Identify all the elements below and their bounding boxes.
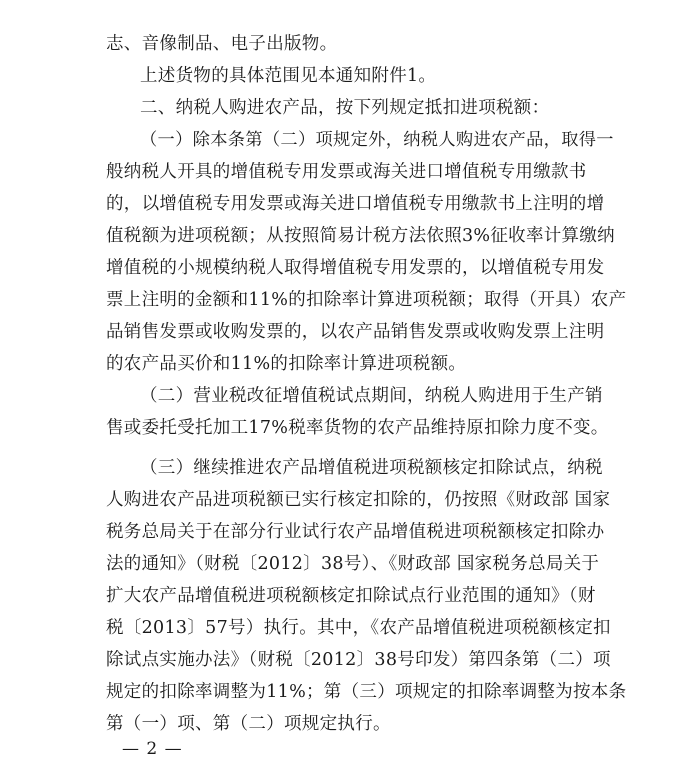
text-line: （二）营业税改征增值税试点期间，纳税人购进用于生产销 <box>140 386 603 406</box>
text-line: 法的通知》（财税〔2012〕38号）、《财政部 国家税务总局关于 <box>106 554 600 574</box>
text-line: 般纳税人开具的增值税专用发票或海关进口增值税专用缴款书 <box>106 162 587 182</box>
text-line: 人购进农产品进项税额已实行核定扣除的，仍按照《财政部 国家 <box>106 490 611 510</box>
text-line: 扩大农产品增值税进项税额核定扣除试点行业范围的通知》（财 <box>106 586 596 606</box>
text-line: 值税额为进项税额；从按照简易计税方法依照3%征收率计算缴纳 <box>106 226 615 246</box>
text-line: 二、纳税人购进农产品，按下列规定抵扣进项税额： <box>140 98 550 118</box>
text-line: 售或委托受托加工17%税率货物的农产品维持原扣除力度不变。 <box>106 418 609 438</box>
text-line: 税〔2013〕57号）执行。其中，《农产品增值税进项税额核定扣 <box>106 618 611 638</box>
text-line: 税务总局关于在部分行业试行农产品增值税进项税额核定扣除办 <box>106 522 605 542</box>
text-line: 第（一）项、第（二）项规定执行。 <box>106 714 391 734</box>
text-line: 上述货物的具体范围见本通知附件1。 <box>140 66 437 86</box>
text-line: 的农产品买价和11%的扣除率计算进项税额。 <box>106 354 467 374</box>
text-line: 的，以增值税专用发票或海关进口增值税专用缴款书上注明的增 <box>106 194 605 214</box>
text-line: （三）继续推进农产品增值税进项税额核定扣除试点，纳税 <box>140 458 603 478</box>
text-line: 志、音像制品、电子出版物。 <box>106 34 338 54</box>
text-line: （一）除本条第（二）项规定外，纳税人购进农产品，取得一 <box>140 130 614 150</box>
text-line: 规定的扣除率调整为11%；第（三）项规定的扣除率调整为按本条 <box>106 682 627 702</box>
text-line: 增值税的小规模纳税人取得增值税专用发票的，以增值税专用发 <box>106 258 605 278</box>
text-line: 品销售发票或收购发票的，以农产品销售发票或收购发票上注明 <box>106 322 605 342</box>
page-number: — 2 — <box>122 739 183 759</box>
text-line: 除试点实施办法》（财税〔2012〕38号印发）第四条第（二）项 <box>106 650 611 670</box>
text-line: 票上注明的金额和11%的扣除率计算进项税额；取得（开具）农产 <box>106 290 627 310</box>
